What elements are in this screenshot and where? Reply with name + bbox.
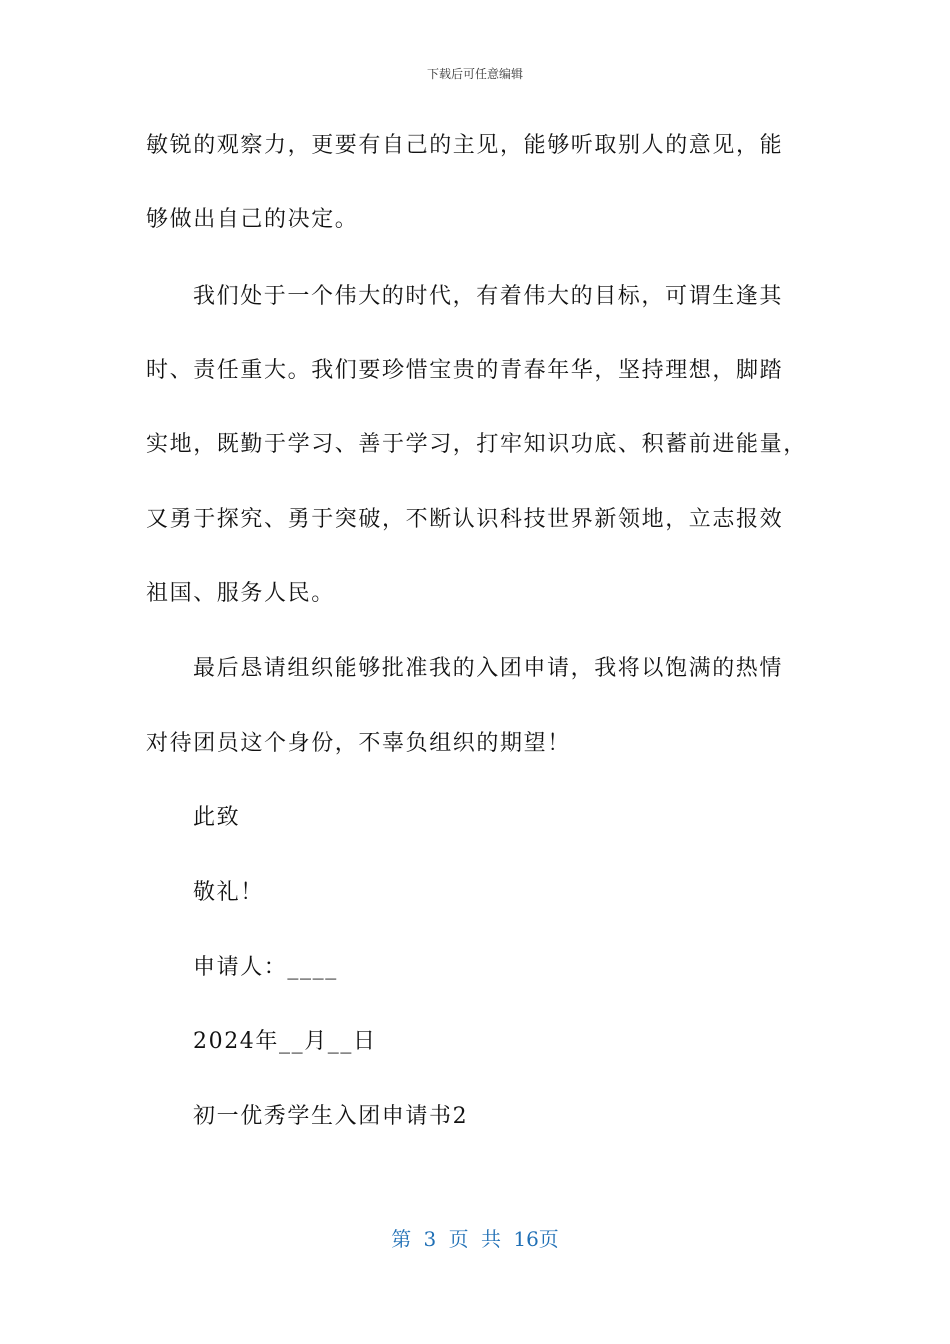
paragraph-line: 够做出自己的决定。 xyxy=(146,207,359,232)
paragraph-line: 又勇于探究、勇于突破，不断认识科技世界新领地，立志报效 xyxy=(146,507,784,532)
closing-regards: 敬礼！ xyxy=(193,880,264,905)
closing-salutation: 此致 xyxy=(193,805,241,830)
page-header: 下载后可任意编辑 xyxy=(426,67,523,81)
paragraph-line: 最后恳请组织能够批准我的入团申请，我将以饱满的热情 xyxy=(193,656,784,681)
applicant-signature-line: 申请人：____ xyxy=(193,955,338,980)
section-title: 初一优秀学生入团申请书2 xyxy=(193,1104,469,1129)
paragraph-line: 对待团员这个身份，不辜负组织的期望！ xyxy=(146,731,571,756)
paragraph-line: 祖国、服务人民。 xyxy=(146,581,335,606)
paragraph-line: 我们处于一个伟大的时代，有着伟大的目标，可谓生逢其 xyxy=(193,284,784,309)
paragraph-line: 实地，既勤于学习、善于学习，打牢知识功底、积蓄前进能量， xyxy=(146,432,807,457)
paragraph-line: 时、责任重大。我们要珍惜宝贵的青春年华，坚持理想，脚踏 xyxy=(146,358,784,383)
paragraph-line: 敏锐的观察力，更要有自己的主见，能够听取别人的意见，能 xyxy=(146,133,784,158)
date-line: 2024年__月__日 xyxy=(193,1029,377,1054)
page-number-footer: 第 3 页 共 16页 xyxy=(391,1227,559,1251)
